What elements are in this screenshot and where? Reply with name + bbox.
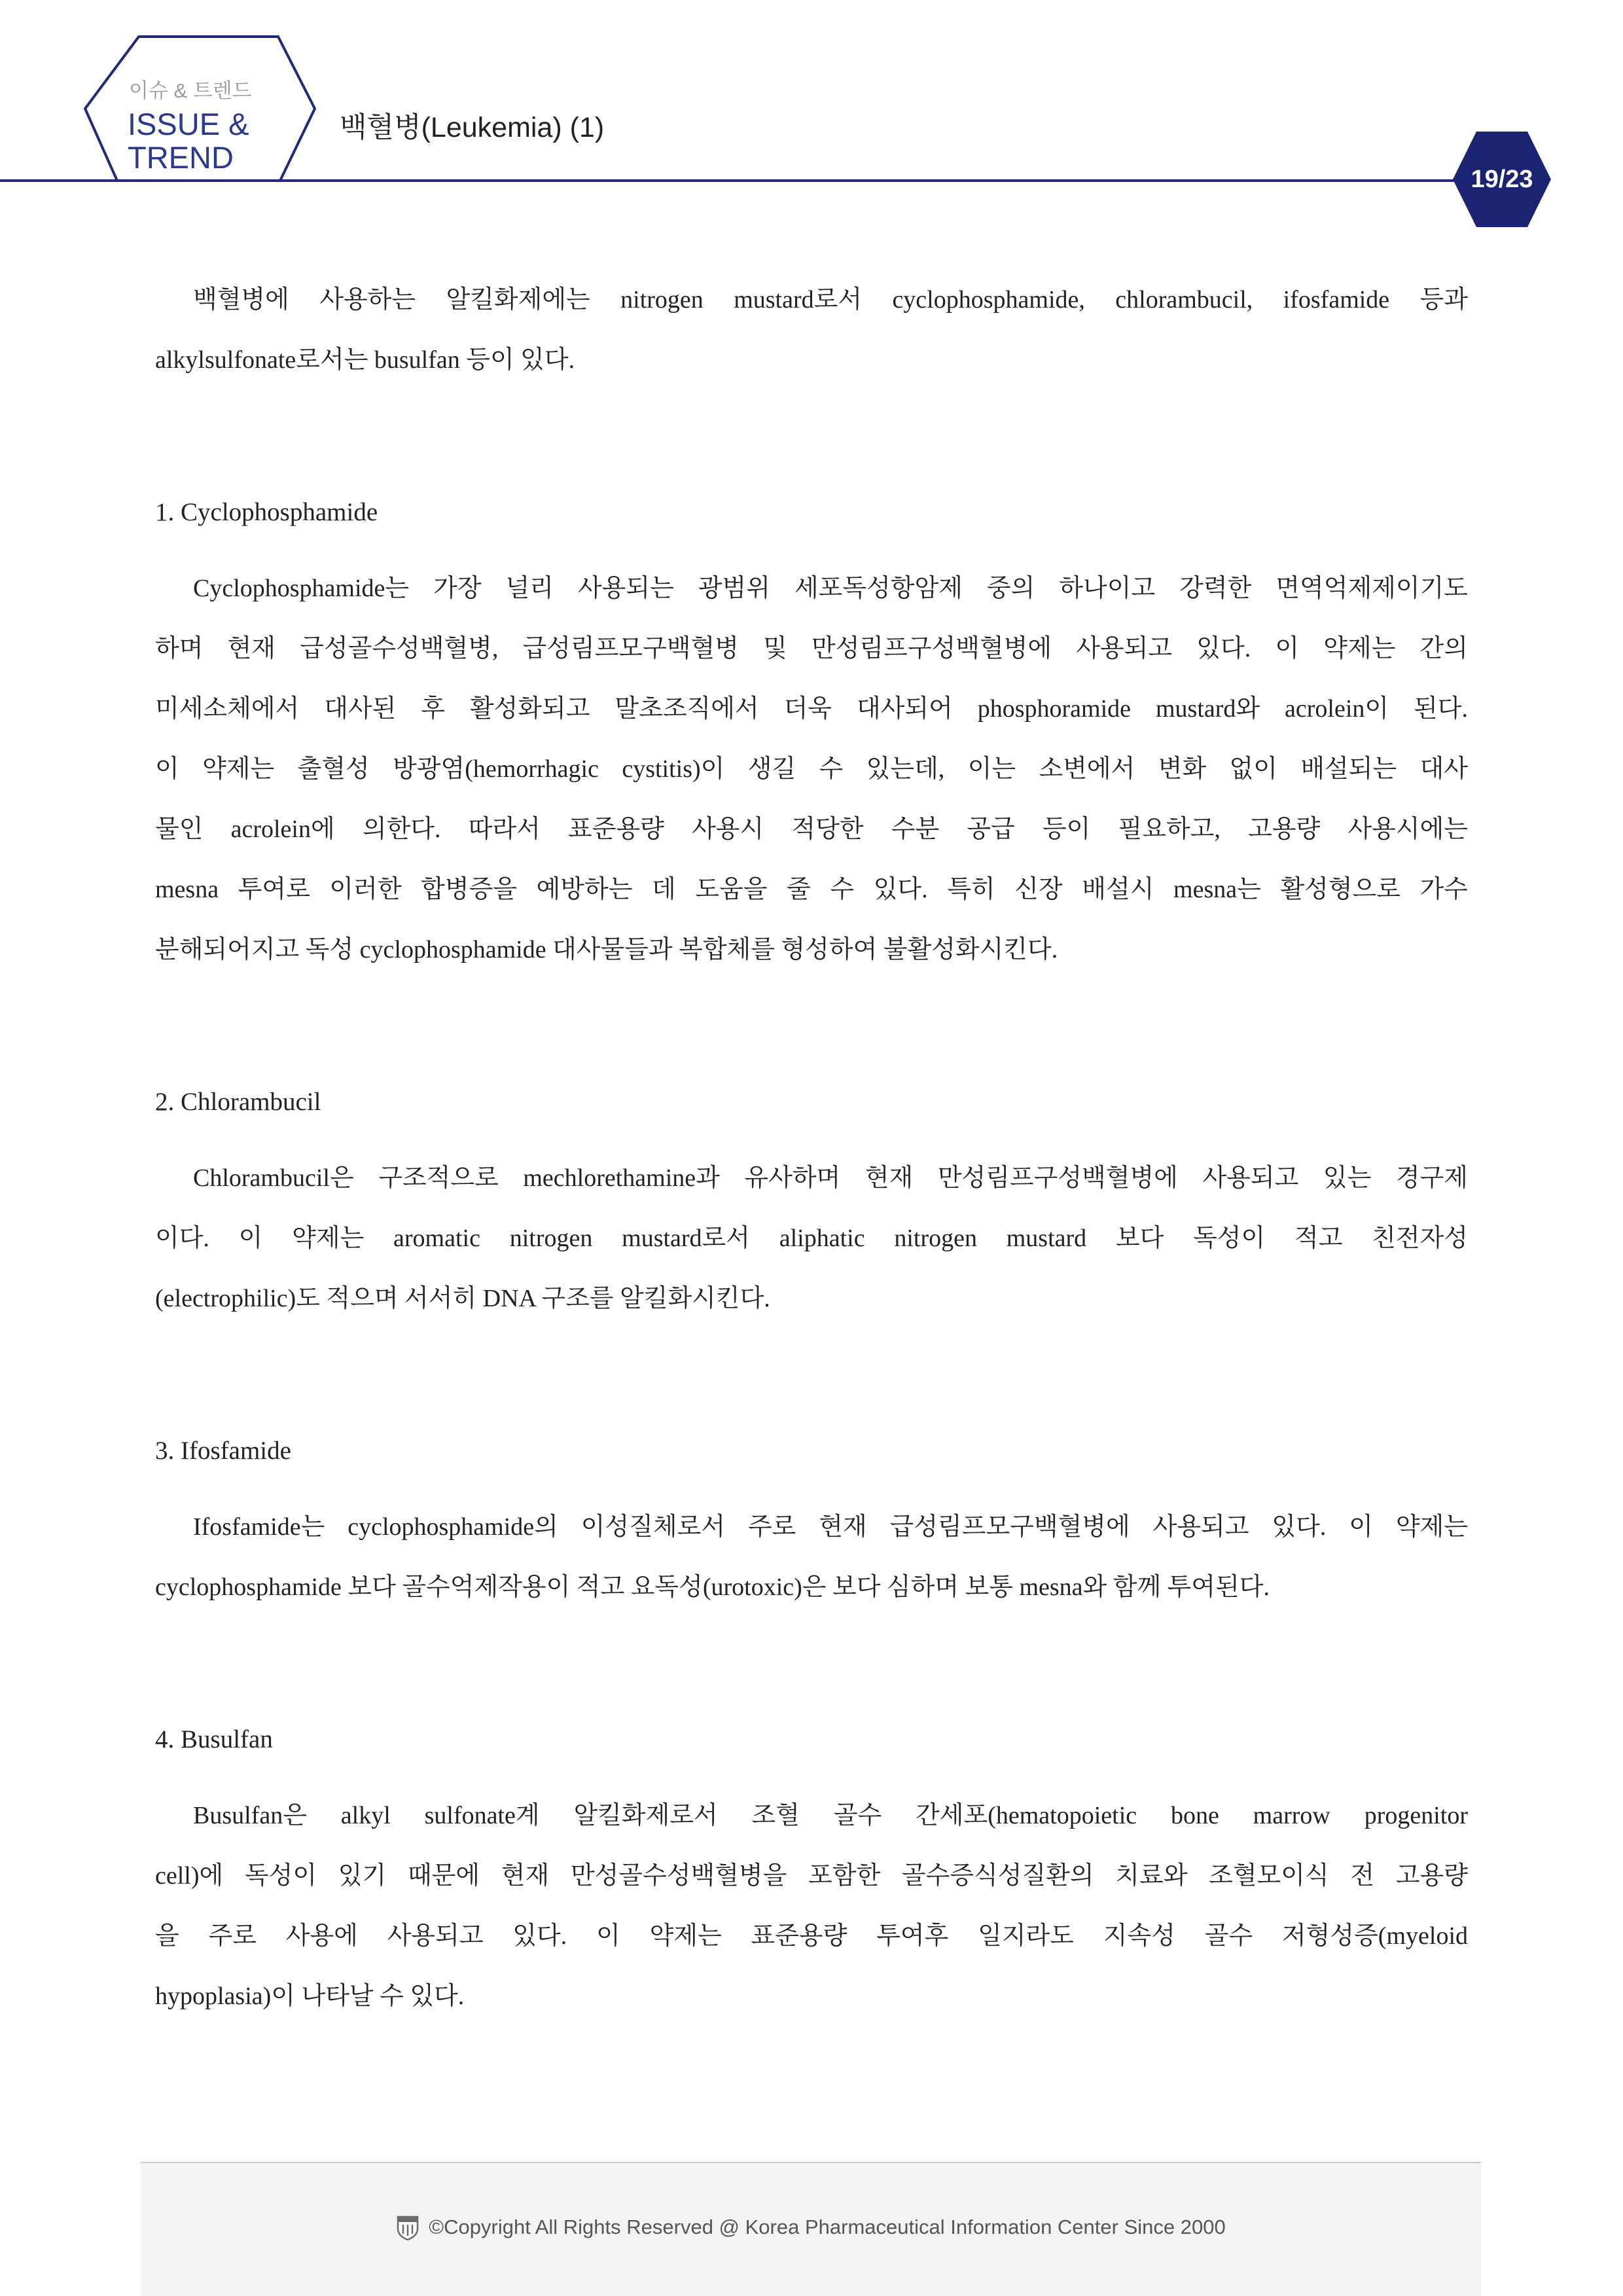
section-paragraph (155, 1785, 1468, 2026)
footer-copyright-row (141, 2214, 1481, 2240)
paragraph-line: Ifosfamide는 cyclophosphamide의 이성질체로서 주로 현재 급성림프모구백혈병에 사용되고 있다. 이 약제는 (193, 1513, 1468, 1541)
copyright-text: ©Copyright All Rights Reserved @ Korea Pharmaceutical Information Center Since 2000 (429, 2215, 1226, 2238)
paragraph-line: 하며 현재 급성골수성백혈병, 급성림프모구백혈병 및 만성림프구성백혈병에 사용되고 있다. 이 약제는 간의 (155, 635, 1468, 662)
section-cyclophosphamide (155, 482, 1468, 980)
paragraph-line: 백혈병에 사용하는 알킬화제에는 nitrogen mustard로서 cyclophosphamide, chlorambucil, ifosfamide 등과 (193, 286, 1468, 314)
paragraph-line: hypoplasia)이 나타날 수 있다. (155, 1982, 465, 2010)
intro-paragraph (155, 270, 1468, 390)
paragraph-line: Chlorambucil은 구조적으로 mechlorethamine과 유사하며 현재 만성림프구성백혈병에 사용되고 있는 경구제 (193, 1164, 1468, 1192)
page-number: 19/23 (1471, 165, 1533, 193)
section-heading: 1. Cyclophosphamide (155, 498, 378, 526)
paragraph-line: 을 주로 사용에 사용되고 있다. 이 약제는 표준용량 투여후 일지라도 지속성 골수 저형성증(myeloid (155, 1922, 1468, 1950)
section-chlorambucil (155, 1072, 1468, 1329)
paragraph-line: cyclophosphamide 보다 골수억제작용이 적고 요독성(urotoxic)은 보다 심하며 보통 mesna와 함께 투여된다. (155, 1573, 1270, 1601)
badge-subtitle: 이슈 & 트렌드 (129, 79, 252, 102)
page-title: 백혈병(Leukemia) (1) (340, 112, 605, 143)
section-paragraph (155, 558, 1468, 980)
paragraph-line: 이 약제는 출혈성 방광염(hemorrhagic cystitis)이 생길 수 있는데, 이는 소변에서 변화 없이 배설되는 대사 (155, 755, 1468, 783)
emblem-icon (396, 2214, 419, 2240)
section-ifosfamide (155, 1421, 1468, 1617)
paragraph-line: 물인 acrolein에 의한다. 따라서 표준용량 사용시 적당한 수분 공급 등이 필요하고, 고용량 사용시에는 (155, 816, 1468, 843)
paragraph-line: 분해되어지고 독성 cyclophosphamide 대사물들과 복합체를 형성하여 불활성화시킨다. (155, 936, 1058, 963)
badge-title-line1: ISSUE & (128, 107, 249, 141)
paragraph-line: cell)에 독성이 있기 때문에 현재 만성골수성백혈병을 포함한 골수증식성질환의 치료와 조혈모이식 전 고용량 (155, 1862, 1468, 1890)
badge-title-line2: TREND (128, 140, 234, 175)
paragraph-line: 이다. 이 약제는 aromatic nitrogen mustard로서 aliphatic nitrogen mustard 보다 독성이 적고 친전자성 (155, 1225, 1468, 1252)
paragraph-line: mesna 투여로 이러한 합병증을 예방하는 데 도움을 줄 수 있다. 특히 신장 배설시 mesna는 활성형으로 가수 (155, 876, 1468, 903)
section-busulfan (155, 1710, 1468, 2026)
section-heading: 3. Ifosfamide (155, 1437, 291, 1465)
section-paragraph (155, 1497, 1468, 1617)
paragraph-line: alkylsulfonate로서는 busulfan 등이 있다. (155, 346, 575, 374)
paragraph-line: Cyclophosphamide는 가장 널리 사용되는 광범위 세포독성항암제 중의 하나이고 강력한 면역억제제이기도 (193, 575, 1468, 602)
paragraph-line: Busulfan은 alkyl sulfonate계 알킬화제로서 조혈 골수 간세포(hematopoietic bone marrow progenitor (193, 1802, 1468, 1829)
paragraph-line: (electrophilic)도 적으며 서서히 DNA 구조를 알킬화시킨다. (155, 1285, 770, 1312)
section-heading: 4. Busulfan (155, 1725, 273, 1753)
document-body (155, 270, 1468, 2026)
section-paragraph (155, 1148, 1468, 1329)
paragraph-line: 미세소체에서 대사된 후 활성화되고 말초조직에서 더욱 대사되어 phosphoramide mustard와 acrolein이 된다. (155, 695, 1468, 723)
page-footer (141, 2162, 1481, 2296)
section-heading: 2. Chlorambucil (155, 1088, 321, 1116)
